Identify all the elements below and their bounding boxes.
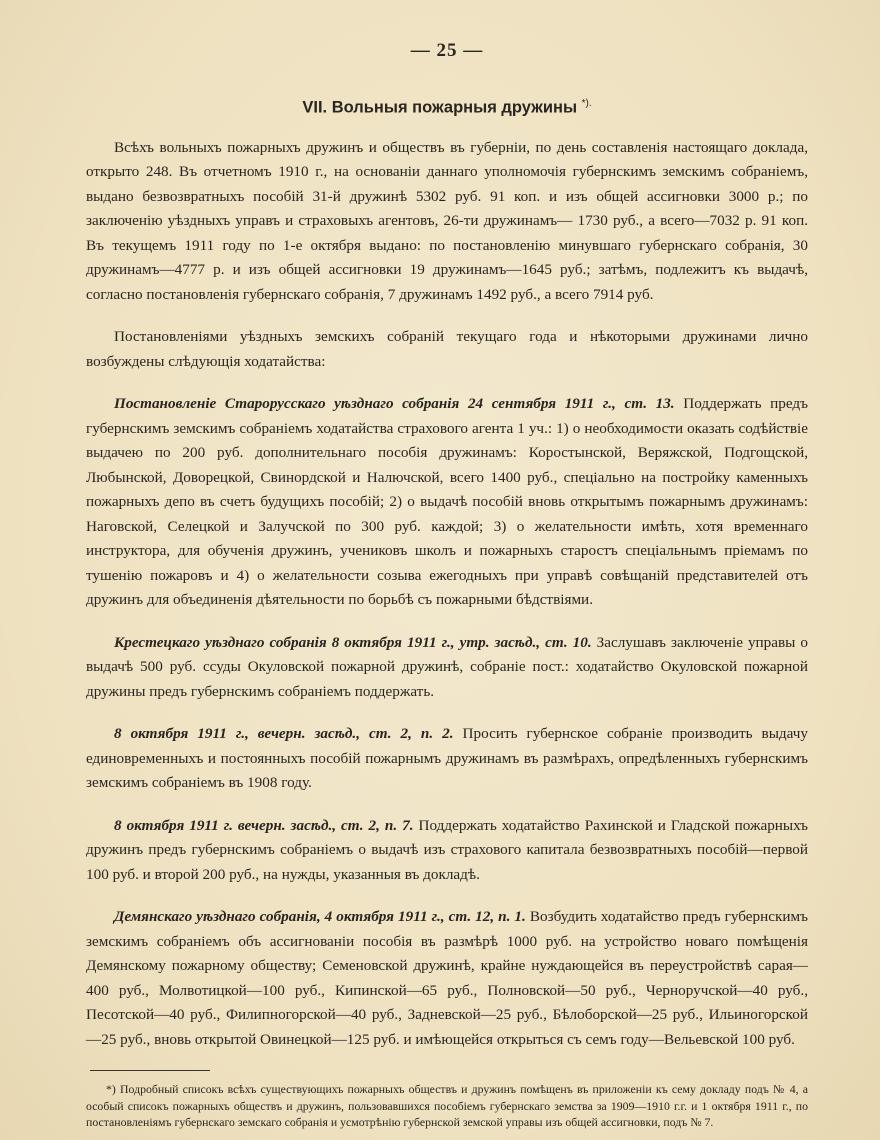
section-title-text: VII. Вольныя пожарныя дружины (302, 98, 578, 117)
paragraph-demyansk (86, 905, 808, 1052)
footnote-divider (90, 1070, 210, 1071)
resolution-reference: 8 октября 1911 г. вечерн. засѣд., ст. 2, п. 7. (114, 816, 414, 834)
paragraph-2: Постановленіями уѣздныхъ земскихъ собраній текущаго года и нѣкоторыми дружинами лично возбуждены слѣдующія ходатайства: (86, 328, 808, 370)
resolution-reference: Постановленіе Старорусскаго уѣзднаго собранія 24 сентября 1911 г., ст. 13. (114, 395, 675, 412)
paragraph-krestets (86, 631, 808, 705)
resolution-text: Поддержать ходатайство Рахинской и Гладской пожарныхъ дружинъ предъ губернскимъ собраніемъ о выдачѣ изъ страхового капитала безвозвратныхъ пособій—первой 100 руб. и второй 200 руб., на нужды, указанныя въ докладѣ. (86, 816, 808, 883)
footnote: *) Подробный списокъ всѣхъ существующихъ пожарныхъ обществъ и дружинъ помѣщенъ въ приложеніи къ сему докладу подъ № 4, а особый списокъ пожарныхъ обществъ и дружинъ, пользовавшихся пособіемъ губернскаго земства за 1909—1910 г.г. и 1 октября 1911 г., по постановленіямъ губернскаго земскаго собранія и усмотрѣнію губернской земской управы изъ общей ассигновки, подъ № 7. (86, 1082, 808, 1129)
resolution-text: Заслушавъ заключеніе управы о выдачѣ 500 руб. ссуды Окуловской пожарной дружинѣ, собраніе пост.: ходатайство Окуловской пожарной дружины предъ губернскимъ собраніемъ поддержать. (86, 633, 808, 700)
resolution-text: Просить губернское собраніе производить выдачу единовременныхъ и постоянныхъ пособій пожарнымъ дружинамъ въ размѣрахъ, опредѣленныхъ губернскимъ земскимъ собраніемъ въ 1908 году. (86, 725, 808, 791)
resolution-reference: Демянскаго уѣзднаго собранія, 4 октября 1911 г., ст. 12, п. 1. (114, 908, 526, 925)
page-number: — 25 — (410, 40, 484, 61)
section-title (86, 98, 808, 118)
paragraph-oct8-item2 (86, 722, 808, 796)
resolution-reference: 8 октября 1911 г., вечерн. засѣд., ст. 2, п. 2. (114, 725, 454, 742)
resolution-reference: Крестецкаго уѣзднаго собранія 8 октября 1911 г., утр. засѣд., ст. 10. (114, 633, 592, 651)
footnote-marker: *). (581, 98, 592, 109)
resolution-text: Возбудить ходатайство предъ губернскимъ земскимъ собраніемъ объ ассигнованіи пособія въ размѣрѣ 1000 руб. на устройство новаго помѣщенія Демянскому пожарному обществу; Семеновской дружинѣ, крайне нуждающейся въ переустройствѣ сарая—400 руб., Молвотицкой—100 руб., Кипинской—65 руб., Полновской—50 руб., Черноручской—40 руб., Песотской—40 руб., Филипногорской—40 руб., Задневской—25 руб., Бѣлоборской—25 руб., Ильиногорской—25 руб., вновь открытой Овинецкой—125 руб. и имѣющейся открыться съ семъ году—Вельевской 100 руб. (86, 908, 808, 1048)
paragraph-1: Всѣхъ вольныхъ пожарныхъ дружинъ и обществъ въ губерніи, по день составленія настоящаго доклада, открыто 248. Въ отчетномъ 1910 г., на основаніи даннаго уполномочія губернскимъ земскимъ собраніемъ, выдано безвозвратныхъ пособій 31-й дружинѣ 5302 руб. 91 коп. и изъ общей ассигновки 3000 р.; по заключенію уѣздныхъ управъ и страховыхъ агентовъ, 26-ти дружинамъ— 1730 руб., а всего—7032 р. 91 коп. Въ текущемъ 1911 году по 1-е октября выдано: по постановленію минувшаго губернскаго собранія, 30 дружинамъ—4777 р. и изъ общей ассигновки 19 дружинамъ—1645 руб.; затѣмъ, подлежитъ къ выдачѣ, согласно постановленія губернскаго собранія, 7 дружинамъ 1492 руб., а всего 7914 руб. (86, 138, 808, 303)
paragraph-staraya-russa (86, 392, 808, 613)
paragraph-oct8-item7 (86, 814, 808, 888)
resolution-text: Поддержать предъ губернскимъ земскимъ собраніемъ ходатайства страхового агента 1 уч.: 1) о необходимости оказать содѣйствіе выдачею по 200 руб. дополнительнаго пособія дружинамъ: Коростынской, Веряжской, Подгощской, Любынской, Доворецкой, Свинордской и Налючской, всего 1400 руб., спеціально на постройку каменныхъ пожарныхъ депо въ счетъ будущихъ пособій; 2) о выдачѣ пособій вновь открытымъ пожарнымъ дружинамъ: Наговской, Селецкой и Залучской по 300 руб. каждой; 3) о желательности имѣть, хотя временнаго инструктора, для обученія дружинъ, учениковъ школъ и пожарныхъ старостъ спеціальнымъ пріемамъ по тушенію пожаровъ и 4) о желательности созыва ежегодныхъ при управѣ совѣщаній представителей отъ дружинъ для объединенія дѣятельности по борьбѣ съ пожарными бѣдствіями. (86, 395, 808, 608)
